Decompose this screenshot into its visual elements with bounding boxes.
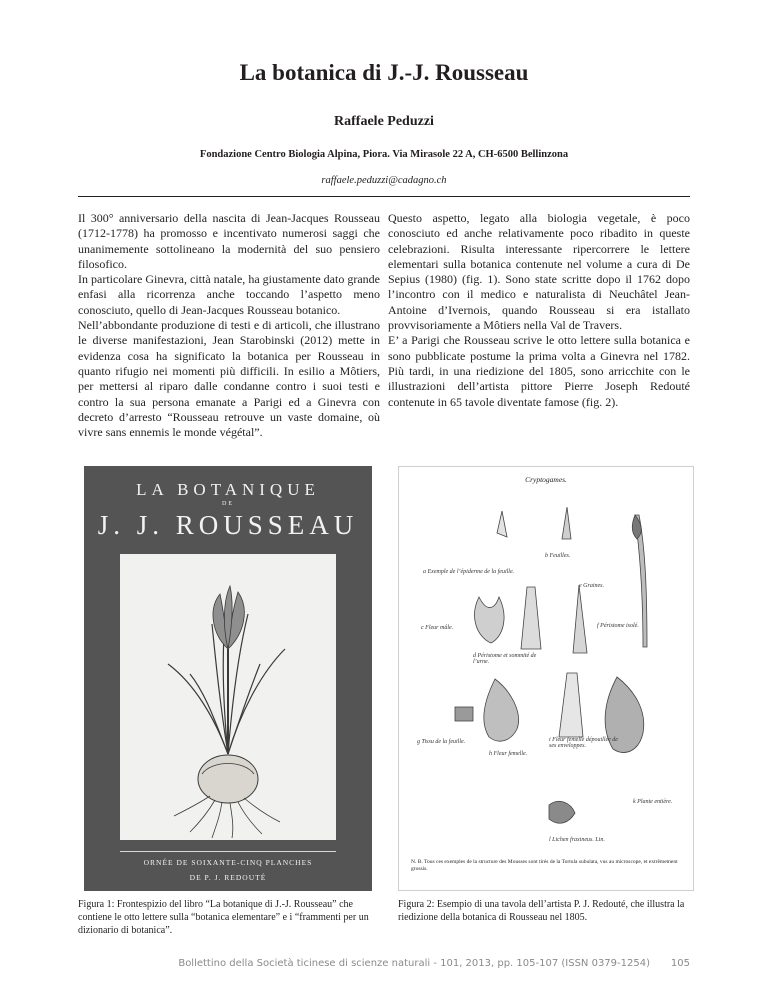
cover-bottom-line2: DE P. J. REDOUTÉ [189,873,267,882]
author-affiliation: Fondazione Centro Biologia Alpina, Piora. Via Mirasole 22 A, CH-6500 Bellinzona [199,149,569,160]
body-column-right [388,211,690,410]
paragraph: E’ a Parigi che Rousseau scrive le otto lettere sulla botanica e sono pubblicate postume la prima volta a Ginevra nel 1782. Più tardi, in una riedizione del 1805, sono arricchite con le illustrazioni dell’artista pittore Pierre Joseph Redouté contenute in 65 tavole diventate famose (fig. 2). [388,333,690,409]
author-name: Raffaele Peduzzi [334,114,434,129]
plate-label: b Feuilles. [545,553,571,559]
page-number: 105 [670,958,690,969]
plate-label: k Plante entière. [633,799,673,805]
cover-title-line1: LA BOTANIQUE [136,480,320,499]
plate-label: g Tissu de la feuille. [417,739,466,745]
plate-label: a Exemple de l’épiderme de la feuille. [423,569,515,575]
plate-label: d Péristome et sommité de l’urne. [473,653,537,665]
moss-drawings [399,467,693,890]
paragraph: Nell’abbondante produzione di testi e di articoli, che illustrano le diverse manifestazioni, Jean Starobinski (2012) mette in evidenza cosa ha significato la botanica per Rousseau in quanto rifugio nei momenti più difficili. In esilio a Môtiers, per mettersi al riparo dalle condanne contro i suoi testi e contro la sua persona emanate a Parigi ed a Ginevra con decreto d’arresto “Rousseau retrouve un vaste domaine, où vivre sans ennemis le monde végétal”. [78,318,380,440]
body-column-left [78,211,380,440]
journal-footer: Bollettino della Società ticinese di scienze naturali - 101, 2013, pp. 105-107 (ISSN 0379-1254) [178,958,650,969]
cover-divider [120,851,336,852]
figure-2-plate [398,466,694,891]
paragraph: Il 300° anniversario della nascita di Jean-Jacques Rousseau (1712-1778) ha promosso e incentivato numerosi saggi che unanimemente sottolineano la modernità del suo pensiero filosofico. [78,211,380,271]
cover-title-de: DE [222,501,234,507]
figure-1-caption: Figura 1: Frontespizio del libro “La botanique di J.-J. Rousseau” che contiene le otto lettere sulla “botanica elementare” e i “frammenti per un dizionario di botanica”. [78,899,369,936]
page-title: La botanica di J.-J. Rousseau [239,60,529,85]
plate-label: h Fleur femelle. [489,751,528,757]
crocus-drawing [120,554,336,840]
cover-title-line2: J. J. ROUSSEAU [97,510,359,540]
crocus-illustration [120,554,336,840]
author-email: raffaele.peduzzi@cadagno.ch [321,175,447,186]
paragraph: Questo aspetto, legato alla biologia vegetale, è poco conosciuto ed anche relativamente poco ribadito in queste celebrazioni. Risulta interessante ripercorrere le lettere elementari sulla botanica contenute nel volume a cura di De Sepius (1980) (fig. 1). Sono state scritte dopo il 1762 dopo l’incontro con il medico e naturalista di Neuchâtel Jean-Antoine d’Ivernois, quando Rousseau si era istallato provvisoriamente a Môtiers nella Val de Travers. [388,211,690,333]
plate-label: f Péristome isolé. [597,623,639,629]
plate-label: e Graines. [579,583,604,589]
paragraph: In particolare Ginevra, città natale, ha giustamente dato grande enfasi alla ricorrenza anche toccando l’aspetto meno conosciuto, quello di Jean-Jacques Rousseau botanico. [78,272,380,317]
plate-label: c Fleur mâle. [421,625,454,631]
header-divider [78,196,690,197]
figure-2-caption: Figura 2: Esempio di una tavola dell’artista P. J. Redouté, che illustra la riedizione della botanica di Rousseau nel 1805. [398,899,685,923]
figure-1-frontispiece [84,466,372,891]
cover-bottom-line1: ORNÉE DE SOIXANTE-CINQ PLANCHES [143,858,313,867]
plate-note: N. B. Tous ces exemples de la structure des Mousses sont tirés de la Tortula subulata, vus au microscope, et extrêmement grossis. [411,859,678,872]
plate-label: l Lichen fraxineus. Lin. [549,837,605,843]
plate-label: i Fleur femelle dépouillée de ses enveloppes. [549,737,618,749]
plate-heading: Cryptogames. [525,475,567,484]
